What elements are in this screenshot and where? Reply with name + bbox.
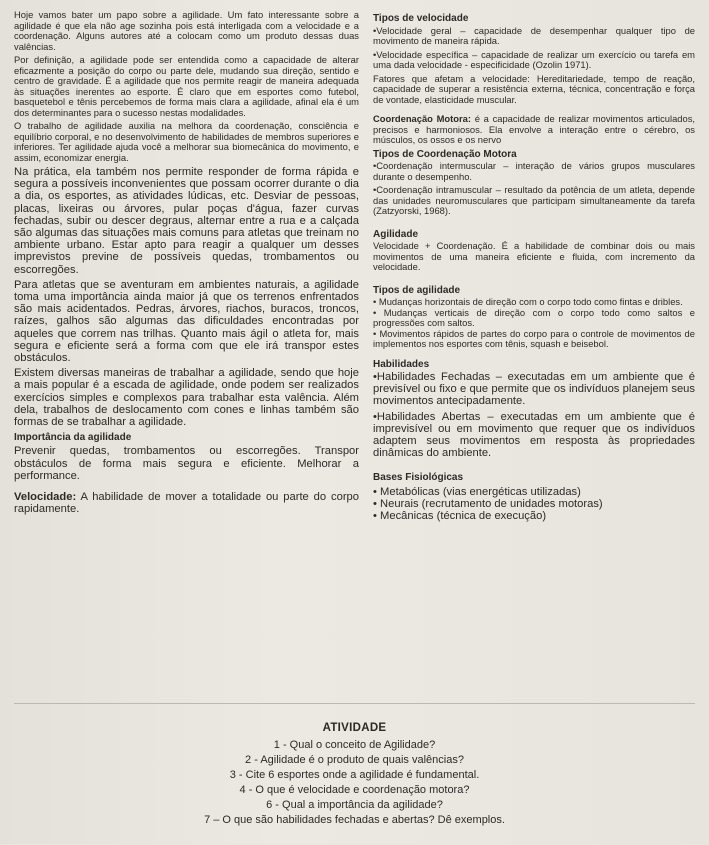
- speed-definition: [14, 491, 359, 515]
- intro-paragraph: Hoje vamos bater um papo sobre a agilidade. Um fato interessante sobre a agilidade é que ela não age sozinha pois está interligada com a velocidade e a coordenação. Alguns autores até a colocam como um produto dessas duas valências.: [14, 9, 359, 52]
- basis-mechanical: • Mecânicas (técnica de execução): [373, 510, 547, 523]
- motor-coordination-text: é a capacidade de realizar movimentos articulados, precisos e harmoniosos. Ela envolve a interação entre o cérebro, os músculos, os ossos e os nervo: [373, 113, 695, 145]
- open-skills: •Habilidades Abertas – executadas em um ambiente que é imprevisível ou em movimento que requer que os indivíduos adaptem seus movimentos em resposta às propriedades dinâmicas do ambiente.: [373, 410, 695, 460]
- speed-label: Velocidade:: [14, 491, 77, 504]
- coordination-intermuscular: •Coordenação intermuscular – interação de vários grupos musculares durante o desempenho.: [373, 160, 695, 182]
- activity-questions: [14, 738, 695, 828]
- motor-coordination-definition: [373, 114, 695, 146]
- activity-section: [14, 703, 695, 845]
- activity-title: ATIVIDADE: [322, 722, 387, 734]
- physiological-bases-heading: Bases Fisiológicas: [373, 472, 464, 484]
- basis-neural: • Neurais (recrutamento de unidades motoras): [373, 497, 603, 510]
- question-6: 6 - Qual a importância da agilidade?: [266, 799, 443, 811]
- right-column: [373, 10, 695, 522]
- agility-type-parts: • Movimentos rápidos de partes do corpo para o controle de movimentos de implementos nos esportes com tênis, squash e beisebol.: [373, 327, 695, 349]
- question-3: 3 - Cite 6 esportes onde a agilidade é fundamental.: [229, 769, 480, 781]
- basis-metabolic: • Metabólicas (vias energéticas utilizadas): [373, 485, 581, 498]
- coordination-types-heading: Tipos de Coordenação Motora: [373, 148, 517, 160]
- agility-type-horizontal: • Mudanças horizontais de direção com o corpo todo como fintas e dribles.: [373, 296, 683, 307]
- agility-type-vertical: • Mudanças verticais de direção com o corpo todo como saltos e progressões com saltos.: [373, 306, 695, 328]
- motor-coordination-label: Coordenação Motora:: [373, 113, 471, 124]
- closed-skills: •Habilidades Fechadas – executadas em um ambiente que é previsível ou fixo e que permite que os indivíduos planejem seus movimentos antecipadamente.: [373, 371, 695, 408]
- question-2: 2 - Agilidade é o produto de quais valências?: [245, 754, 464, 766]
- speed-type-general: •Velocidade geral – capacidade de desempenhar qualquer tipo de movimento de maneira rápida.: [373, 24, 695, 46]
- left-column: [14, 10, 359, 518]
- training-methods-paragraph: Existem diversas maneiras de trabalhar a agilidade, sendo que hoje a mais popular é a escada de agilidade, onde podem ser realizados exercícios simples e complexos para trabalhar esta valência. Além dela, trabalhos de deslocamento com cones e linhas também são formas de se trabalhar a agilidade.: [14, 367, 359, 429]
- importance-paragraph: Prevenir quedas, trombamentos ou escorregões. Transpor obstáculos de forma mais segura e eficiente. Melhorar a performance.: [14, 445, 359, 482]
- daily-life-paragraph: Na prática, ela também nos permite responder de forma rápida e segura a possíveis inconvenientes que possam ocorrer durante o dia a dia, os esportes, as atividades lúdicas, etc. Desviar de pessoas, placas, lixeiras ou árvores, pular poças d'água, fazer curvas fechadas, subir ou descer degraus, alternar entre a rua e a calçada são algumas das situações mais comuns para atletas que treinam no ambiente urbano. Estar apto para reagir a qualquer um desses imprevistos previne de possíveis quedas, trombamentos ou escorregões.: [14, 166, 359, 276]
- speed-type-specific: •Velocidade específica – capacidade de realizar um exercício ou tarefa em uma dada velocidade - especificidade (Ozolin 1971).: [373, 48, 695, 70]
- agility-definition: Velocidade + Coordenação. É a habilidade de combinar dois ou mais movimentos de uma maneira eficiente e fluida, com incremento da velocidade.: [373, 240, 695, 272]
- speed-types-heading: Tipos de velocidade: [373, 13, 469, 24]
- question-1: 1 - Qual o conceito de Agilidade?: [273, 739, 436, 751]
- speed-text: A habilidade de mover a totalidade ou parte do corpo rapidamente.: [14, 491, 359, 516]
- agility-types-heading: Tipos de agilidade: [373, 284, 461, 296]
- coordination-intramuscular: •Coordenação intramuscular – resultado da potência de um atleta, depende das unidades neuromusculares que participam simultaneamente da tarefa (Zatzyorski, 1968).: [373, 184, 695, 216]
- skills-heading: Habilidades: [373, 358, 430, 370]
- coordination-paragraph: O trabalho de agilidade auxilia na melhora da coordenação, consciência e equilíbrio corporal, e no desenvolvimento de habilidades de membros superiores e inferiores. Ter agilidade ajuda você a melhorar sua biomecânica do movimento, e assim, economizar energia.: [14, 120, 359, 163]
- definition-paragraph: Por definição, a agilidade pode ser entendida como a capacidade de alterar eficazmente a posição do corpo ou parte dele, mudando sua direção, sentido e centro de gravidade. É a agilidade que nos permite reagir de maneira adequada às situações inerentes ao esporte. É claro que em esportes como futebol, basquetebol e tênis percebemos de forma mais clara a agilidade, afinal ela é um dos determinantes para o sucesso nestas modalidades.: [14, 54, 359, 118]
- question-7: 7 – O que são habilidades fechadas e abertas? Dê exemplos.: [204, 814, 505, 826]
- importance-heading: Importância da agilidade: [14, 432, 132, 444]
- speed-factors: Fatores que afetam a velocidade: Hereditariedade, tempo de reação, capacidade de superar a resistência externa, técnica, concentração e força de vontade, elasticidade muscular.: [373, 72, 695, 105]
- question-4: 4 - O que é velocidade e coordenação motora?: [239, 784, 470, 796]
- natural-environment-paragraph: Para atletas que se aventuram em ambientes naturais, a agilidade toma uma importância ainda maior já que os terrenos enfrentados são mais acidentados. Pedras, árvores, riachos, buracos, troncos, raízes, galhos são algumas das dificuldades encontradas por aqueles que correm nas trilhas. Quanto mais ágil o atleta for, mais segura e eficiente será a forma com que ele irá transpor estes obstáculos.: [14, 278, 359, 365]
- agility-heading: Agilidade: [373, 228, 419, 240]
